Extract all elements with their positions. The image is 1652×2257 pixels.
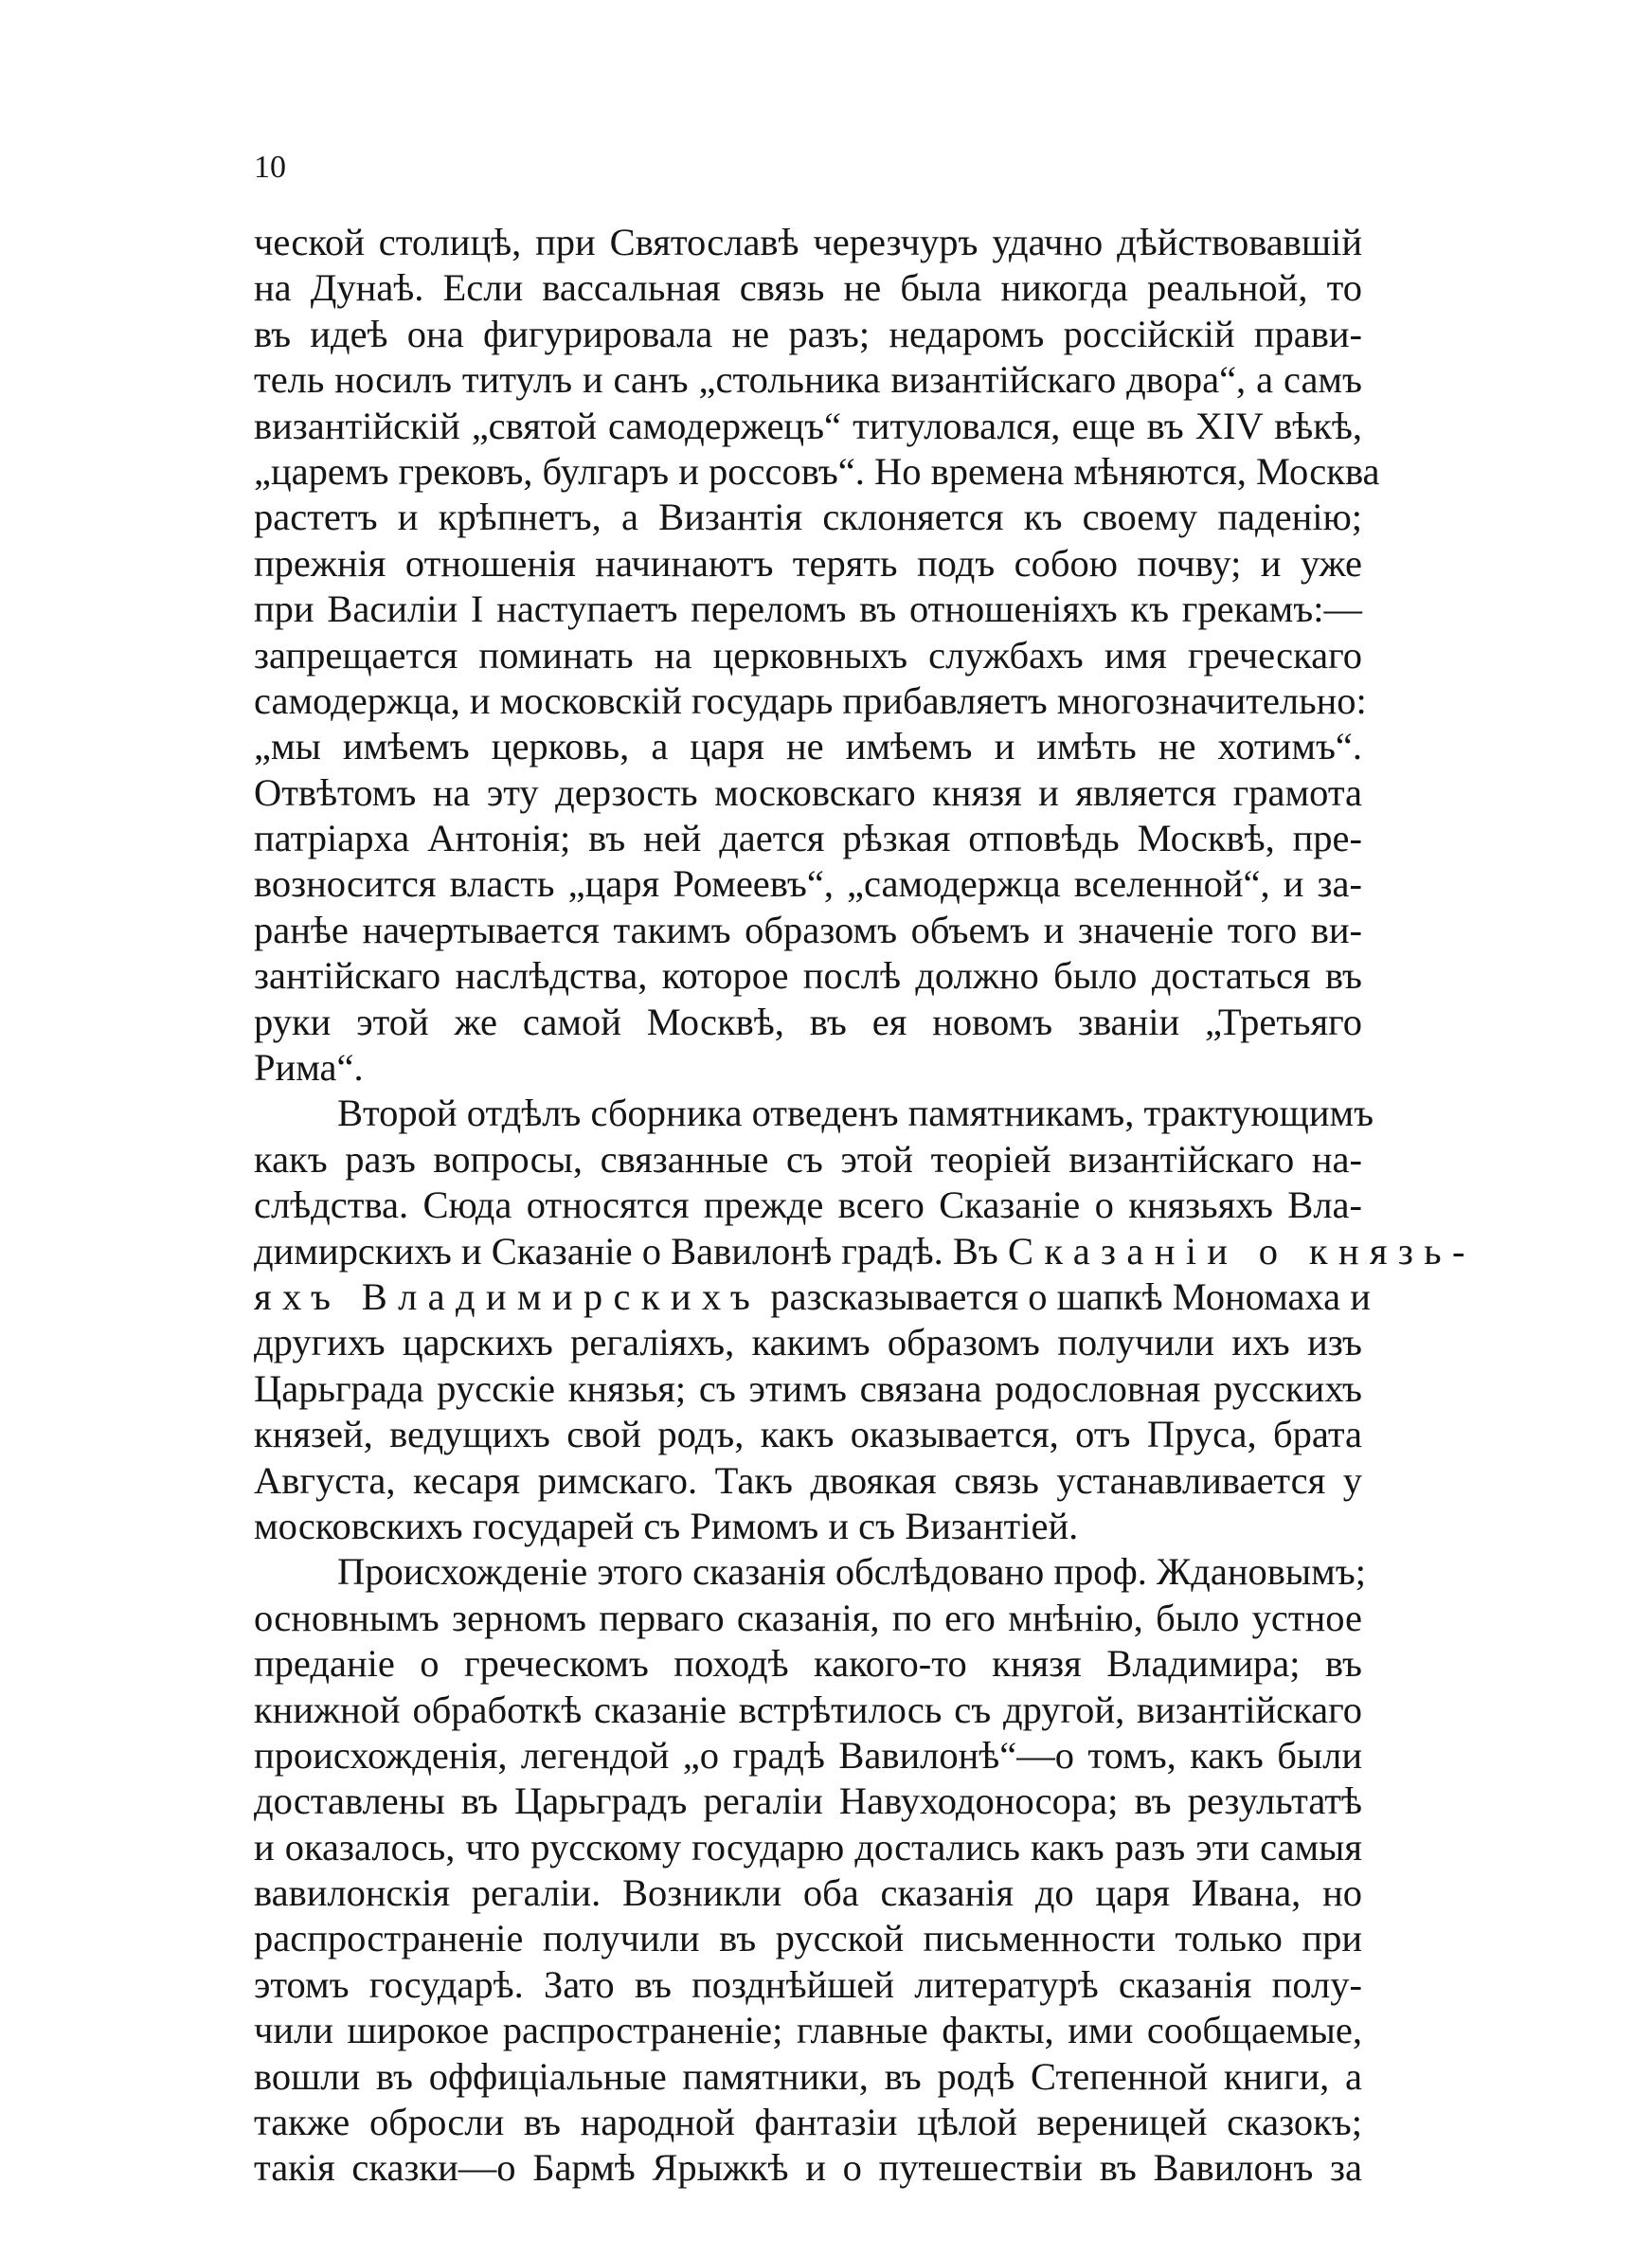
text-block (254, 220, 1476, 2192)
text-line: книжной обработкѣ сказаніе встрѣтилось съ другой, византійскаго (254, 1688, 1362, 1731)
text-line: происхожденія, легендой „о градѣ Вавилонѣ“—о томъ, какъ были (254, 1733, 1362, 1777)
text-line: самодержца, и московскій государь прибавляетъ многозначительно: (254, 678, 1367, 722)
text-line: вавилонскія регаліи. Возникли оба сказанія до царя Ивана, но (254, 1871, 1362, 1915)
text-line: ранѣе начертывается такимъ образомъ объемъ и значеніе того ви- (254, 908, 1362, 951)
text-line: растетъ и крѣпнетъ, а Византія склоняется къ своему паденію; (254, 496, 1362, 539)
spaced-emphasis: Сказаніи о князь- (1007, 1229, 1476, 1273)
text-line: ческой столицѣ, при Святославѣ черезчуръ удачно дѣйствовавшій (254, 221, 1362, 263)
text-line: этомъ государѣ. Зато въ позднѣйшей литературѣ сказанія полу- (254, 1962, 1362, 2006)
text-line: преданіе о греческомъ походѣ какого-то князя Владимира; въ (254, 1642, 1362, 1686)
text-line: доставлены въ Царьградъ регаліи Навуходоносора; въ результатѣ (254, 1779, 1362, 1823)
text-line: въ идеѣ она фигурировала не разъ; недаромъ россійскій прави- (254, 312, 1362, 355)
text-line: вошли въ оффиціальные памятники, въ родѣ Степенной книги, а (254, 2054, 1362, 2098)
text-line: какъ разъ вопросы, связанные съ этой теоріей византійскаго на- (254, 1137, 1362, 1181)
text-line: Августа, кесаря римскаго. Такъ двоякая связь устанавливается у (254, 1458, 1362, 1502)
text-line: распространеніе получили въ русской письменности только при (254, 1917, 1362, 1960)
text-line: московскихъ государей съ Римомъ и съ Византіей. (254, 1504, 1079, 1547)
spaced-emphasis: яхъ Владимирскихъ (254, 1274, 762, 1318)
text-line: византійскій „святой самодержецъ“ титуловался, еще въ XIV вѣкѣ, (254, 404, 1362, 447)
text-line: тель носилъ титулъ и санъ „стольника византійскаго двора“, а самъ (254, 358, 1362, 402)
text-line: при Василіи I наступаетъ переломъ въ отношеніяхъ къ грекамъ:— (254, 587, 1362, 631)
text-line: яхъ Владимирскихъ разсказывается о шапкѣ Мономаха и (254, 1274, 1371, 1318)
text-line: другихъ царскихъ регаліяхъ, какимъ образомъ получили ихъ изъ (254, 1321, 1362, 1364)
text-line: основнымъ зерномъ перваго сказанія, по его мнѣнію, было устное (254, 1596, 1362, 1639)
text-line: возносится власть „царя Ромеевъ“, „самодержца вселенной“, и за- (254, 862, 1362, 906)
text-line: димирскихъ и Сказаніе о Вавилонѣ градѣ. Въ Сказаніи о князь- (254, 1229, 1476, 1273)
text-line: Царьграда русскіе князья; съ этимъ связана родословная русскихъ (254, 1366, 1362, 1410)
text-line: руки этой же самой Москвѣ, въ ея новомъ званіи „Третьяго (254, 1000, 1362, 1043)
text-line: запрещается поминать на церковныхъ службахъ имя греческаго (254, 633, 1362, 677)
text-line: слѣдства. Сюда относятся прежде всего Сказаніе о князьяхъ Вла- (254, 1183, 1362, 1227)
text-line: на Дунаѣ. Если вассальная связь не была никогда реальной, то (254, 266, 1362, 310)
text-line: и оказалось, что русскому государю достались какъ разъ эти самыя (254, 1825, 1362, 1869)
text-line: князей, ведущихъ свой родъ, какъ оказывается, отъ Пруса, брата (254, 1413, 1362, 1456)
text-line: прежнія отношенія начинаютъ терять подъ собою почву; и уже (254, 541, 1362, 585)
text-line: зантійскаго наслѣдства, которое послѣ должно было достаться въ (254, 954, 1362, 998)
page-number: 10 (254, 150, 286, 185)
text-line: Отвѣтомъ на эту дерзость московскаго князя и является грамота (254, 770, 1362, 814)
text-line: Рима“. (254, 1046, 364, 1090)
text-line: также обросли въ народной фантазіи цѣлой вереницей сказокъ; (254, 2101, 1362, 2144)
text-line: такія сказки—о Бармѣ Ярыжкѣ и о путешествіи въ Вавилонъ за (254, 2146, 1362, 2190)
text-line: Второй отдѣлъ сборника отведенъ памятникамъ, трактующимъ (337, 1092, 1374, 1135)
text-line: чили широкое распространеніе; главные факты, ими сообщаемые, (254, 2009, 1362, 2052)
text-line: „царемъ грековъ, булгаръ и россовъ“. Но времена мѣняются, Москва (254, 449, 1380, 493)
text-line: „мы имѣемъ церковь, а царя не имѣемъ и имѣть не хотимъ“. (254, 725, 1362, 768)
text-line: патріарха Антонія; въ ней дается рѣзкая отповѣдь Москвѣ, пре- (254, 817, 1362, 860)
text-line: Происхожденіе этого сказанія обслѣдовано проф. Ждановымъ; (337, 1550, 1366, 1594)
